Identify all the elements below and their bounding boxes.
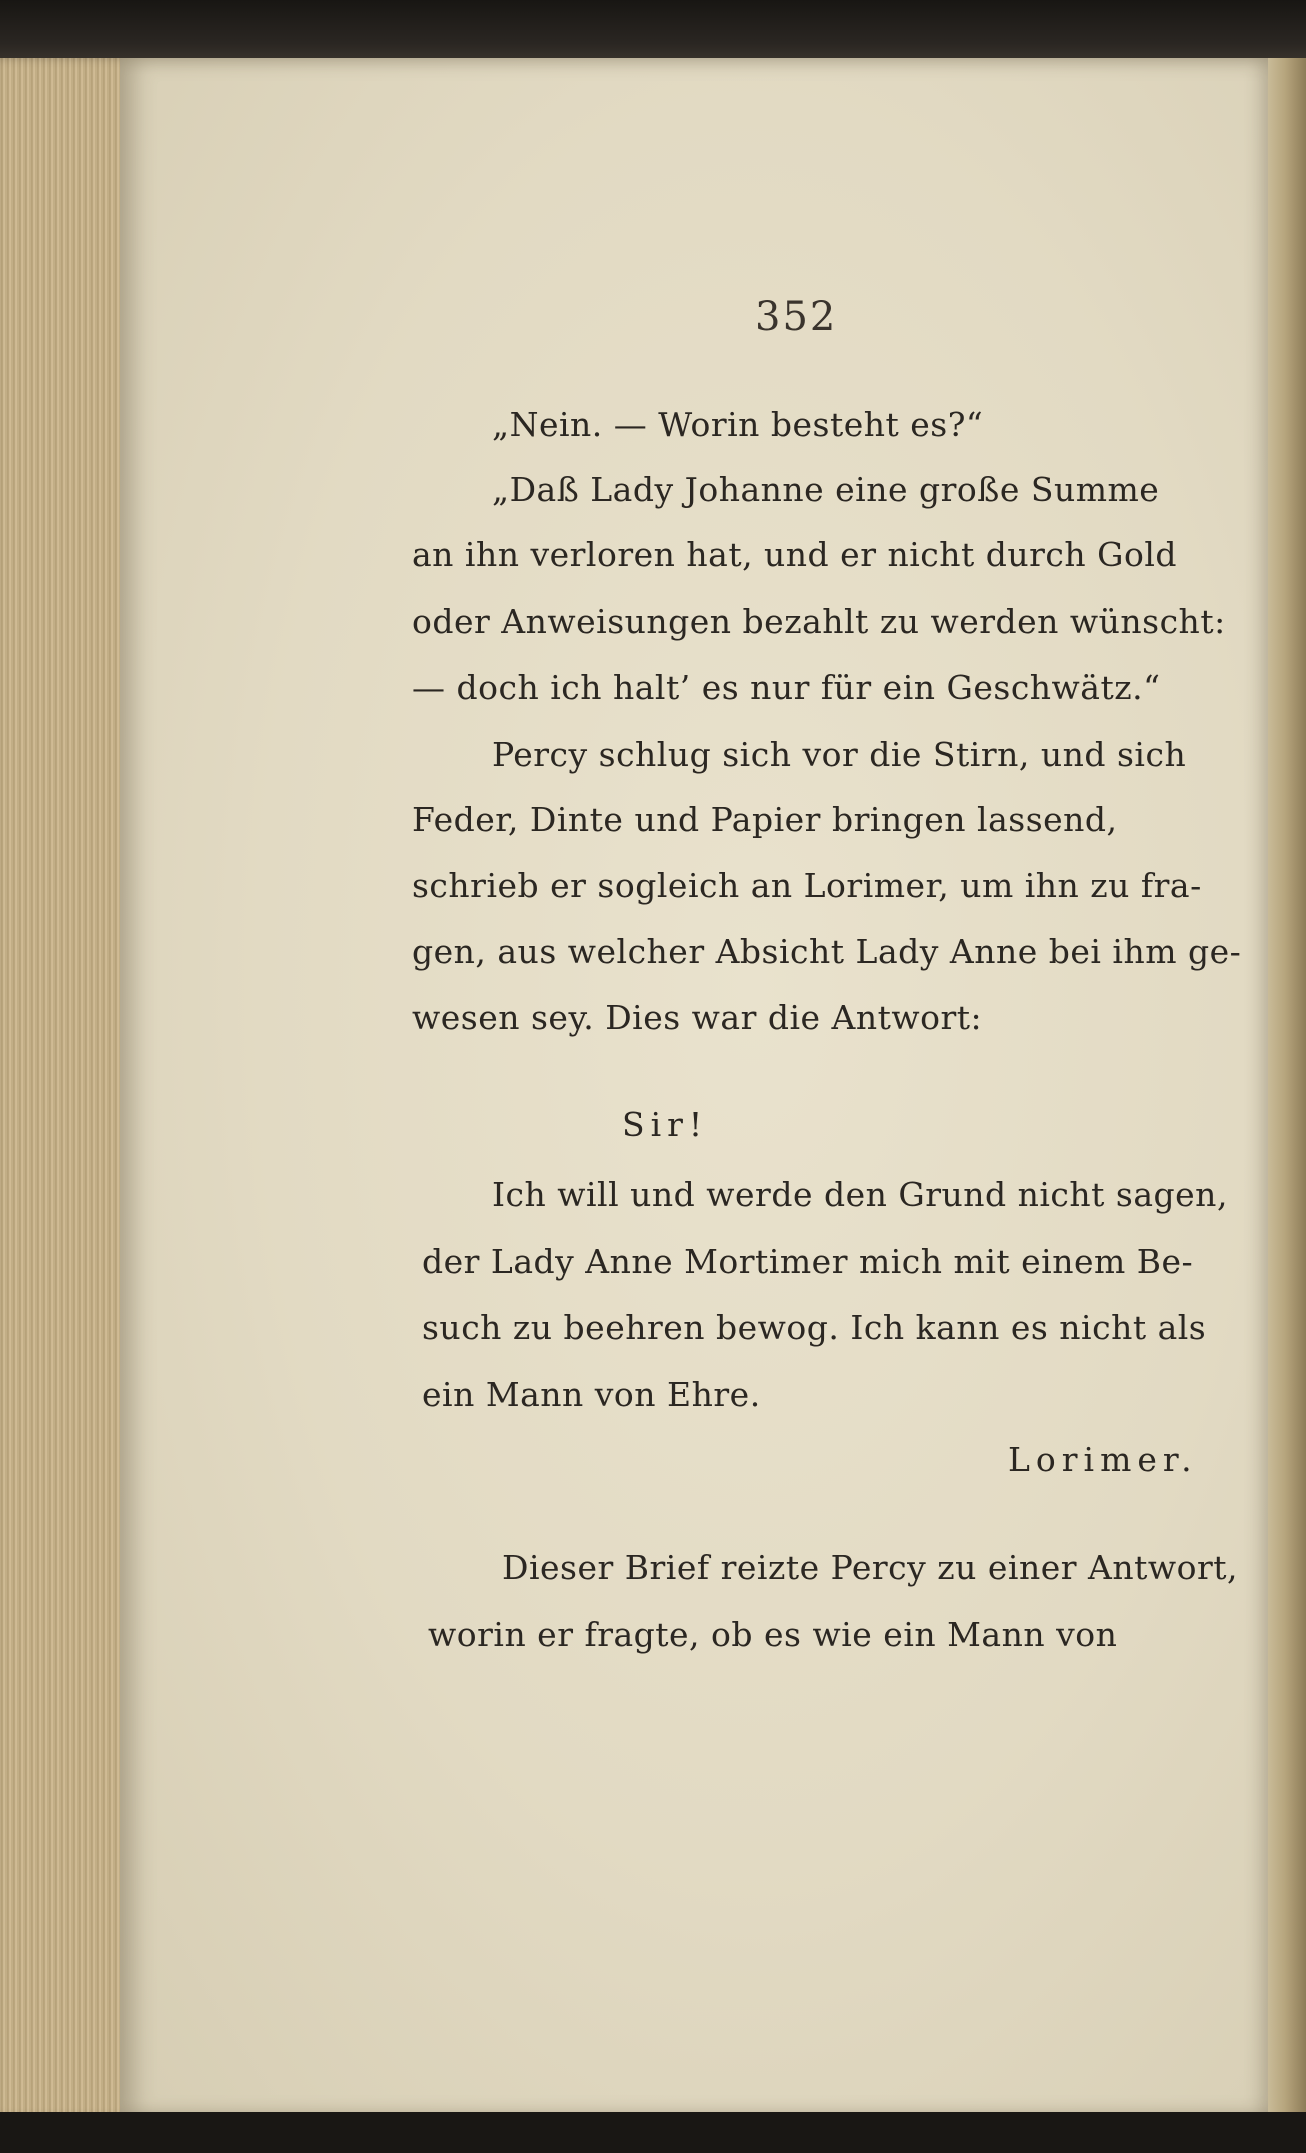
book-cover-top	[0, 0, 1306, 62]
text-line: oder Anweisungen bezahlt zu werden wünscht:	[412, 602, 1226, 641]
page-number: 352	[755, 294, 838, 340]
letter-salutation: Sir!	[622, 1105, 709, 1144]
text-line: an ihn verloren hat, und er nicht durch Gold	[412, 535, 1178, 574]
text-line: — doch ich halt’ es nur für ein Geschwätz.“	[412, 668, 1161, 707]
letter-signature: Lorimer.	[1008, 1440, 1198, 1479]
book-page	[120, 58, 1270, 2118]
page-edges-left	[0, 58, 140, 2118]
text-line: gen, aus welcher Absicht Lady Anne bei ihm ge-	[412, 932, 1242, 971]
text-line: Feder, Dinte und Papier bringen lassend,	[412, 800, 1118, 839]
text-line: worin er fragte, ob es wie ein Mann von	[428, 1615, 1118, 1654]
letter-line: der Lady Anne Mortimer mich mit einem Be-	[422, 1242, 1194, 1281]
text-line: schrieb er sogleich an Lorimer, um ihn zu fra-	[412, 866, 1202, 905]
letter-line: such zu beehren bewog. Ich kann es nicht als	[422, 1308, 1207, 1347]
letter-line: Ich will und werde den Grund nicht sagen,	[492, 1175, 1228, 1214]
text-line: Percy schlug sich vor die Stirn, und sich	[492, 735, 1187, 774]
book-cover-bottom	[0, 2112, 1306, 2153]
text-line: Dieser Brief reizte Percy zu einer Antwort,	[502, 1548, 1238, 1587]
text-line: „Daß Lady Johanne eine große Summe	[492, 470, 1160, 509]
text-line: wesen sey. Dies war die Antwort:	[412, 998, 983, 1037]
text-line: „Nein. — Worin besteht es?“	[492, 405, 984, 444]
page-edge-right	[1268, 58, 1306, 2118]
letter-line: ein Mann von Ehre.	[422, 1375, 761, 1414]
